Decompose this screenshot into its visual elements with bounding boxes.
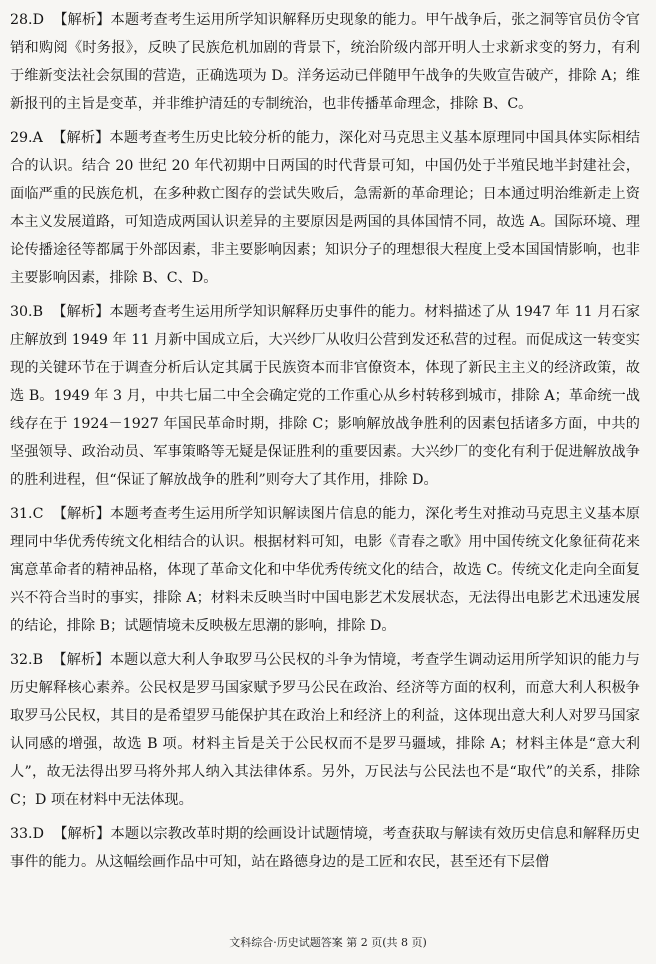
question-number: 29.: [10, 130, 33, 146]
page-footer: 文科综合·历史试题答案 第 2 页(共 8 页): [229, 936, 427, 949]
answer-item-33: [10, 820, 640, 876]
analysis-tag: 【解析】: [53, 12, 111, 28]
answer-paragraph: [10, 646, 640, 814]
question-number: 32.: [10, 652, 33, 668]
question-number: 31.: [10, 506, 33, 522]
analysis-tag: 【解析】: [53, 826, 111, 842]
analysis-text: 本题考查考生运用所学知识解读图片信息的能力，深化考生对推动马克思主义基本原理同中华优秀传统文化相结合的认识。根据材料可知，电影《青春之歌》用中国传统文化象征荷花来寓意革命者的精神品格，体现了革命文化和中华优秀传统文化的结合，故选 C。传统文化走向全面复兴不符合当时的事实，排除 A；材料未反映当时中国电影艺术发展状态，无法得出电影艺术迅速发展的结论，排除 B；试题情境未反映极左思潮的影响，排除 D。: [10, 506, 640, 634]
answer-letter: D: [32, 826, 44, 842]
analysis-tag: 【解析】: [52, 506, 111, 522]
answer-letter: B: [32, 652, 44, 668]
question-number: 30.: [10, 304, 33, 320]
answer-paragraph: [10, 500, 640, 640]
analysis-text: 本题以宗教改革时期的绘画设计试题情境，考查获取与解读有效历史信息和解释历史事件的能力。从这幅绘画作品中可知，站在路德身边的是工匠和农民，甚至还有下层僧: [10, 826, 640, 870]
answer-paragraph: [10, 124, 640, 292]
answer-paragraph: [10, 6, 640, 118]
answer-item-31: [10, 500, 640, 640]
question-number: 28.: [10, 12, 33, 28]
analysis-tag: 【解析】: [52, 652, 110, 668]
answer-letter: B: [32, 304, 44, 320]
answer-item-30: [10, 298, 640, 494]
analysis-text: 本题考查考生历史比较分析的能力，深化对马克思主义基本原理同中国具体实际相结合的认识。结合 20 世纪 20 年代初期中日两国的时代背景可知，中国仍处于半殖民地半封建社会，面临严重的民族危机，在多种救亡图存的尝试失败后，急需新的革命理论；日本通过明治维新走上资本主义发展道路，可知造成两国认识差异的主要原因是两国的具体国情不同，故选 A。国际环境、理论传播途径等都属于外部因素，非主要影响因素；知识分子的理想很大程度上受本国国情影响，也非主要影响因素，排除 B、C、D。: [10, 130, 640, 286]
analysis-text: 本题考查考生运用所学知识解释历史事件的能力。材料描述了从 1947 年 11 月石家庄解放到 1949 年 11 月新中国成立后，大兴纱厂从收归公营到发还私营的过程。而促成这一转变实现的关键环节在于调查分析后认定其属于民族资本而非官僚资本，体现了新民主主义的经济政策，故选 B。1949 年 3 月，中共七届二中全会确定党的工作重心从乡村转移到城市，排除 A；革命统一战线存在于 1924－1927 年国民革命时期，排除 C；影响解放战争胜利的因素包括诸多方面，中共的坚强领导、政治动员、军事策略等无疑是保证胜利的重要因素。大兴纱厂的变化有利于促进解放战争的胜利进程，但“保证了解放战争的胜利”则夸大了其作用，排除 D。: [10, 304, 640, 488]
question-number: 33.: [10, 826, 33, 842]
answer-paragraph: [10, 820, 640, 876]
answer-paragraph: [10, 298, 640, 494]
analysis-tag: 【解析】: [52, 304, 110, 320]
answer-letter: C: [32, 506, 44, 522]
answer-letter: D: [32, 12, 44, 28]
answer-item-32: [10, 646, 640, 814]
answer-item-29: [10, 124, 640, 292]
analysis-text: 本题以意大利人争取罗马公民权的斗争为情境，考查学生调动运用所学知识的能力与历史解释核心素养。公民权是罗马国家赋予罗马公民在政治、经济等方面的权利，而意大利人积极争取罗马公民权，其目的是希望罗马能保护其在政治上和经济上的利益，这体现出意大利人对罗马国家认同感的增强，故选 B 项。材料主旨是关于公民权而不是罗马疆域，排除 A；材料主体是“意大利人”，故无法得出罗马将外邦人纳入其法律体系。另外，万民法与公民法也不是“取代”的关系，排除 C；D 项在材料中无法体现。: [10, 652, 640, 808]
analysis-text: 本题考查考生运用所学知识解释历史现象的能力。甲午战争后，张之洞等官员仿令官销和购阅《时务报》，反映了民族危机加剧的背景下，统治阶级内部开明人士求新求变的努力，有利于维新变法社会氛围的营造，正确选项为 D。洋务运动已伴随甲午战争的失败宣告破产，排除 A；维新报刊的主旨是变革，并非维护清廷的专制统治，也非传播革命理念，排除 B、C。: [10, 12, 640, 112]
analysis-tag: 【解析】: [52, 130, 110, 146]
answer-letter: A: [32, 130, 43, 146]
answer-item-28: [10, 6, 640, 118]
